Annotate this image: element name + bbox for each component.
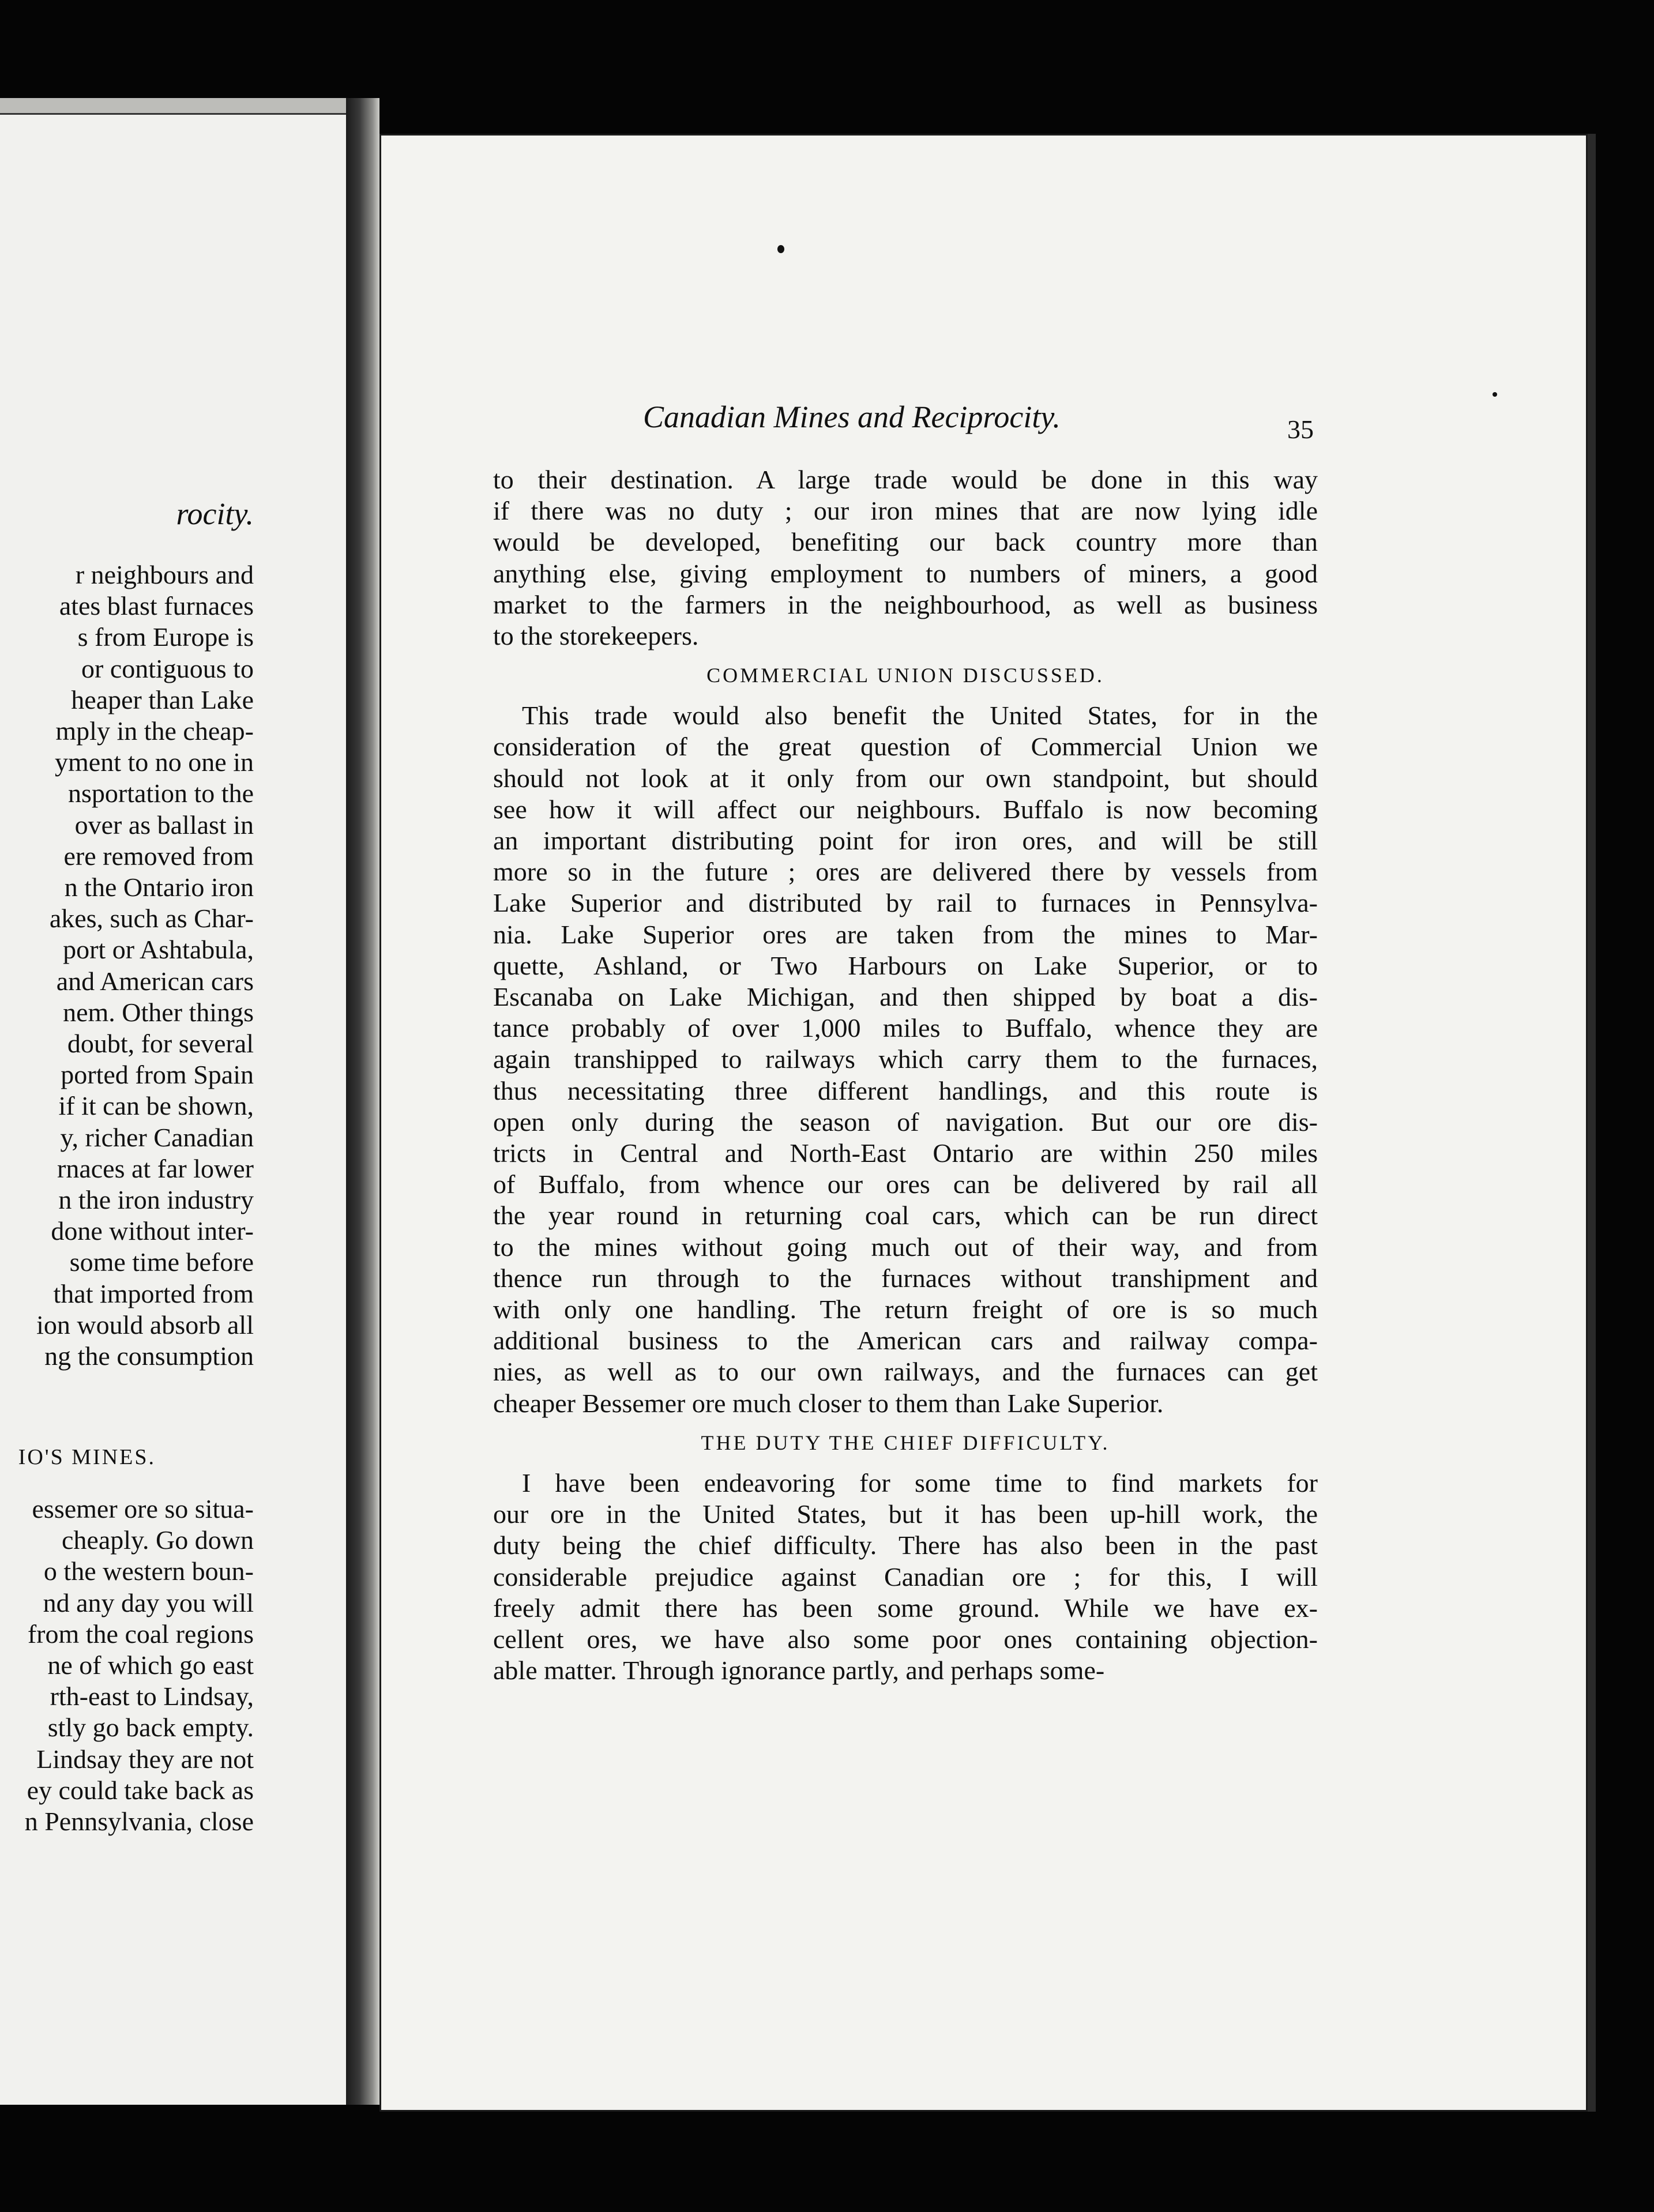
text-line: again transhipped to railways which carry them to the furnaces, xyxy=(493,1044,1318,1074)
text-line: This trade would also benefit the United States, for in the xyxy=(522,701,1318,731)
left-text-line: r neighbours and xyxy=(75,560,254,589)
left-text-line: akes, such as Char- xyxy=(49,904,254,934)
left-text-column-top xyxy=(0,559,254,1372)
left-text-line: s from Europe is xyxy=(77,622,254,652)
text-line: considerable prejudice against Canadian ore ; for this, I will xyxy=(493,1562,1318,1592)
dust-speck xyxy=(777,245,784,253)
text-line: freely admit there has been some ground. While we have ex- xyxy=(493,1593,1318,1623)
text-line: to the storekeepers. xyxy=(493,621,699,651)
text-line: should not look at it only from our own standpoint, but should xyxy=(493,763,1318,793)
left-text-line: ported from Spain xyxy=(61,1060,254,1090)
book-gutter xyxy=(346,98,379,2105)
left-text-line: ion would absorb all xyxy=(36,1310,254,1340)
left-text-line: port or Ashtabula, xyxy=(63,935,254,965)
left-text-line: doubt, for several xyxy=(67,1029,254,1059)
left-text-line: nsportation to the xyxy=(68,778,254,808)
text-line: I have been endeavoring for some time to find markets for xyxy=(522,1468,1318,1498)
left-text-line: o the western boun- xyxy=(43,1556,254,1586)
text-line: tricts in Central and North-East Ontario are within 250 miles xyxy=(493,1138,1318,1168)
text-line: thus necessitating three different handlings, and this route is xyxy=(493,1075,1318,1105)
text-line: of Buffalo, from whence our ores can be delivered by rail all xyxy=(493,1169,1318,1199)
text-line: tance probably of over 1,000 miles to Buffalo, whence they are xyxy=(493,1013,1318,1043)
left-text-line: rth-east to Lindsay, xyxy=(50,1681,254,1711)
text-line: market to the farmers in the neighbourhood, as well as business xyxy=(493,589,1318,619)
paragraph-duty-difficulty xyxy=(493,1468,1318,1686)
text-line: if there was no duty ; our iron mines that are now lying idle xyxy=(493,496,1318,526)
paragraph-destination xyxy=(493,464,1318,652)
left-text-column-bottom xyxy=(0,1494,254,1837)
running-head: Canadian Mines and Reciprocity. xyxy=(643,400,1061,434)
text-line: additional business to the American cars and railway compa- xyxy=(493,1326,1318,1356)
left-text-line: y, richer Canadian xyxy=(60,1122,254,1152)
left-text-line: from the coal regions xyxy=(27,1619,254,1649)
left-text-line: or contiguous to xyxy=(81,653,254,683)
page-body xyxy=(493,464,1318,1686)
text-line: open only during the season of navigation. But our ore dis- xyxy=(493,1107,1318,1137)
left-text-line: stly go back empty. xyxy=(47,1713,254,1743)
left-text-line: if it can be shown, xyxy=(58,1091,254,1121)
left-text-line: n Pennsylvania, close xyxy=(24,1807,254,1837)
text-line: with only one handling. The return freight of ore is so much xyxy=(493,1295,1318,1325)
text-line: able matter. Through ignorance partly, and perhaps some- xyxy=(493,1656,1105,1686)
left-text-line: Lindsay they are not xyxy=(36,1744,254,1774)
left-text-line: n the iron industry xyxy=(58,1185,254,1215)
left-running-head: rocity. xyxy=(176,496,254,531)
left-text-line: heaper than Lake xyxy=(71,684,254,714)
text-line: nia. Lake Superior ores are taken from the mines to Mar- xyxy=(493,919,1318,949)
text-line: quette, Ashland, or Two Harbours on Lake Superior, or to xyxy=(493,950,1318,980)
right-page-edge-shadow xyxy=(1588,134,1596,2112)
left-text-line: ng the consumption xyxy=(44,1341,254,1371)
left-text-line: over as ballast in xyxy=(74,810,254,840)
page-number: 35 xyxy=(1287,415,1314,444)
left-section-heading: IO'S MINES. xyxy=(18,1445,156,1469)
left-facing-page xyxy=(0,98,351,2105)
left-page-top-edge xyxy=(0,98,346,115)
left-text-line: ere removed from xyxy=(63,841,254,871)
left-text-line: mply in the cheap- xyxy=(55,716,254,746)
left-text-line: cheaply. Go down xyxy=(62,1525,254,1555)
text-line: duty being the chief difficulty. There has also been in the past xyxy=(493,1530,1318,1560)
left-text-line: that imported from xyxy=(53,1278,254,1308)
left-text-line: nem. Other things xyxy=(63,997,254,1027)
text-line: see how it will affect our neighbours. Buffalo is now becoming xyxy=(493,794,1318,824)
heading-duty-difficulty: THE DUTY THE CHIEF DIFFICULTY. xyxy=(701,1431,1110,1454)
left-text-line: rnaces at far lower xyxy=(57,1153,254,1183)
left-text-line: ates blast furnaces xyxy=(59,591,254,621)
text-line: to their destination. A large trade would be done in this way xyxy=(493,465,1318,494)
left-text-line: essemer ore so situa- xyxy=(32,1494,254,1523)
text-line: consideration of the great question of Commercial Union we xyxy=(493,732,1318,762)
left-text-line: ne of which go east xyxy=(47,1650,254,1680)
text-line: cellent ores, we have also some poor ones containing objection- xyxy=(493,1624,1318,1654)
text-line: anything else, giving employment to numbers of miners, a good xyxy=(493,558,1318,588)
text-line: nies, as well as to our own railways, and the furnaces can get xyxy=(493,1357,1318,1387)
text-line: Escanaba on Lake Michigan, and then shipped by boat a dis- xyxy=(493,982,1318,1012)
text-line: the year round in returning coal cars, which can be run direct xyxy=(493,1201,1318,1231)
dust-speck xyxy=(1493,392,1497,397)
left-text-line: yment to no one in xyxy=(55,747,254,777)
text-line: cheaper Bessemer ore much closer to them than Lake Superior. xyxy=(493,1388,1164,1418)
left-text-line: some time before xyxy=(69,1247,254,1277)
left-text-line: ey could take back as xyxy=(27,1775,254,1805)
text-line: our ore in the United States, but it has been up-hill work, the xyxy=(493,1499,1318,1529)
left-text-line: and American cars xyxy=(56,966,254,996)
left-text-line: done without inter- xyxy=(51,1216,254,1246)
text-line: more so in the future ; ores are delivered there by vessels from xyxy=(493,857,1318,887)
paragraph-commercial-union xyxy=(493,700,1318,1419)
text-line: an important distributing point for iron ores, and will be still xyxy=(493,826,1318,856)
heading-commercial-union: COMMERCIAL UNION DISCUSSED. xyxy=(706,664,1104,687)
left-text-line: nd any day you will xyxy=(43,1587,254,1617)
text-line: to the mines without going much out of their way, and from xyxy=(493,1232,1318,1262)
text-line: thence run through to the furnaces without transhipment and xyxy=(493,1263,1318,1293)
left-text-line: n the Ontario iron xyxy=(64,872,254,902)
text-line: Lake Superior and distributed by rail to furnaces in Pennsylva- xyxy=(493,888,1318,918)
text-line: would be developed, benefiting our back country more than xyxy=(493,527,1318,557)
